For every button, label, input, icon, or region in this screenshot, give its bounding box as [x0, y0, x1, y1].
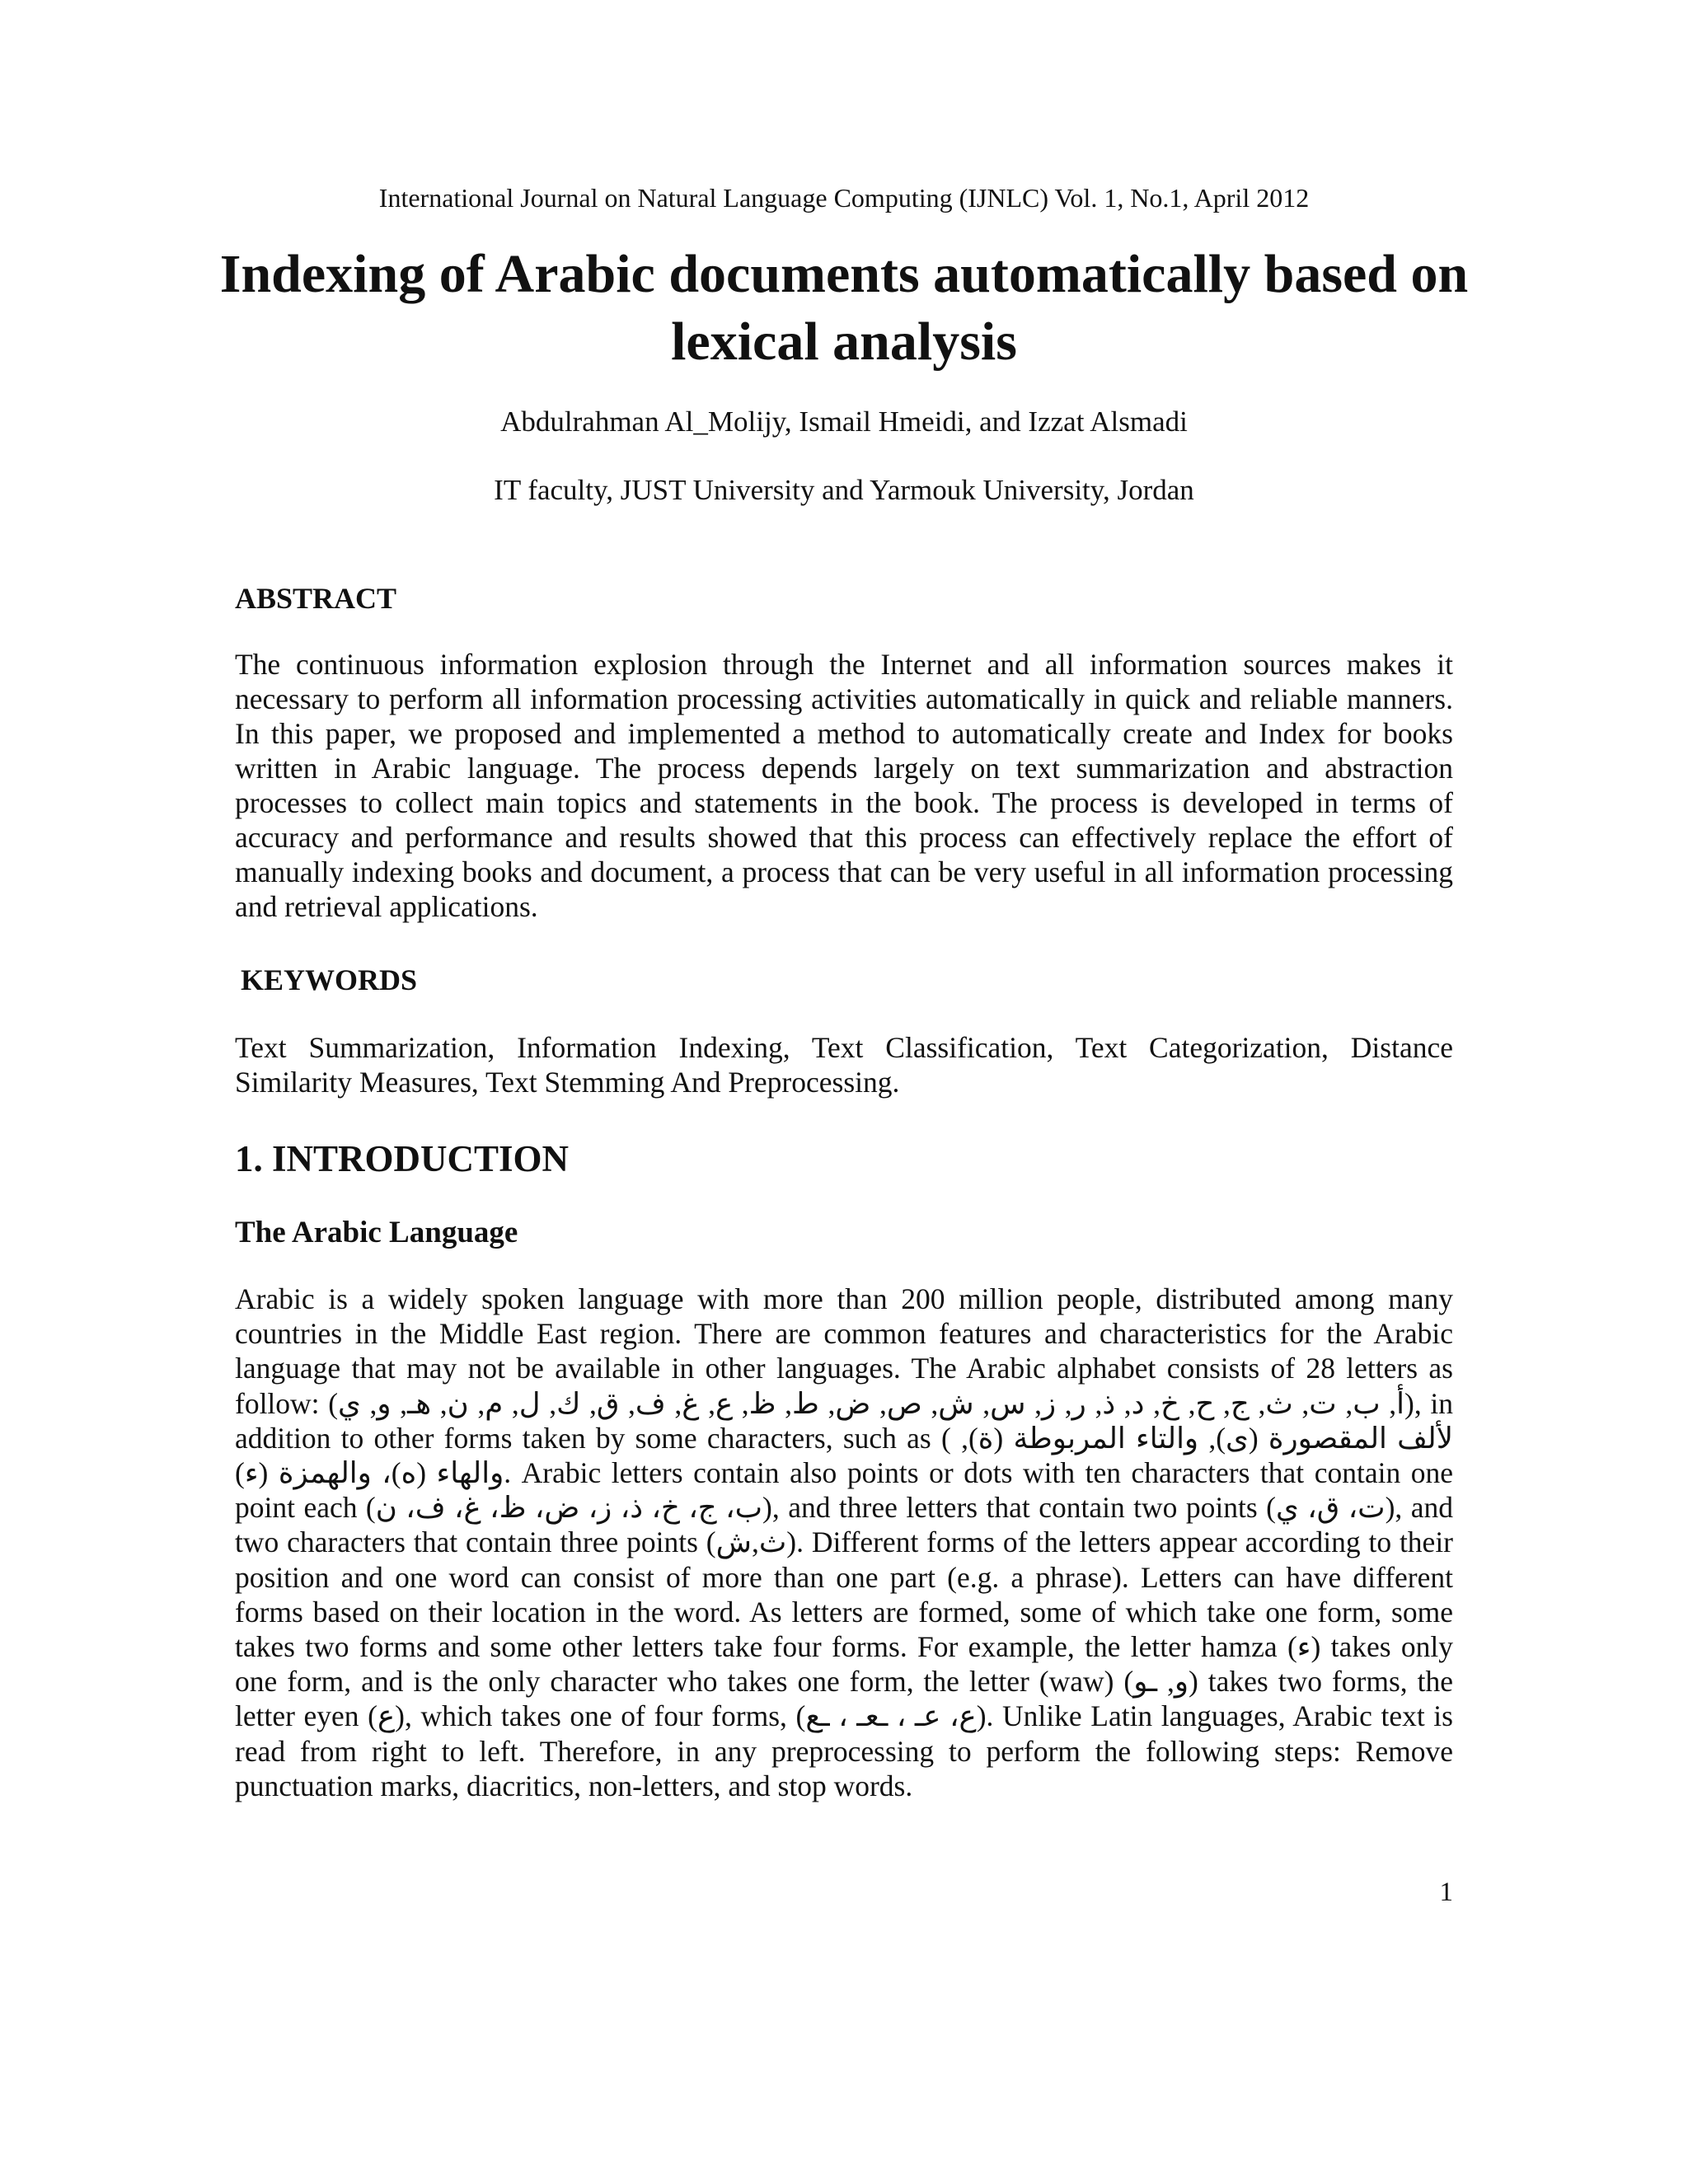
page-number: 1 — [1439, 1877, 1453, 1907]
paper-title: Indexing of Arabic documents automatically based on lexical analysis — [219, 244, 1469, 372]
keywords-heading: KEYWORDS — [241, 963, 418, 996]
keywords-text: Text Summarization, Information Indexing, Text Classification, Text Categorization, Distance Similarity Measures, Text Stemming And Preprocessing. — [235, 1031, 1453, 1099]
affiliation-line: IT faculty, JUST University and Yarmouk University, Jordan — [494, 474, 1194, 506]
abstract-text: The continuous information explosion through the Internet and all information sources makes it necessary to perform all information processing activities automatically in quick and reliable manners. In this paper, we proposed and implemented a method to automatically create and Index for books written in Arabic language. The process depends largely on text summarization and abstraction processes to collect main topics and statements in the book. The process is developed in terms of accuracy and performance and results showed that this process can effectively replace the effort of manually indexing books and document, a process that can be very useful in all information processing and retrieval applications. — [235, 648, 1453, 923]
introduction-text: Arabic is a widely spoken language with more than 200 million people, distributed among many countries in the Middle East region. There are common features and characteristics for the Arabic language that may not be available in other languages. The Arabic alphabet consists of 28 letters as follow: (أ, ب, ت, ث, ج, ح, خ, د, ذ, ر, ز, س, ش, ص, ض, ط, ظ, ع, غ, ف, ق, ك, ل, م, ن, هـ, و, ي), in addition to other forms taken by some characters, such as ( لألف المقصورة (ى), والتاء المربوطة (ة), والهاء (ه)، والهمزة (ء). Arabic letters contain also points or dots with ten characters that contain one point each (ب، ج، خ، ذ، ز، ض، ظ، غ، ف، ن), and three letters that contain two points (ت، ق، ي), and two characters that contain three points (ث,ش). Different forms of the letters appear according to their position and one word can consist of more than one part (e.g. a phrase). Letters can have different forms based on their location in the word. As letters are formed, some of which take one form, some takes two forms and some other letters take four forms. For example, the letter hamza (ء) takes only one form, and is the only character who takes one form, the letter (waw) (و, ـو) takes two forms, the letter eyen (ع), which takes one of four forms, (ع، عـ ، ـعـ ، ـع). Unlike Latin languages, Arabic text is read from right to left. Therefore, in any preprocessing to perform the following steps: Remove punctuation marks, diacritics, non-letters, and stop words. — [235, 1282, 1454, 1802]
journal-header: International Journal on Natural Language Computing (IJNLC) Vol. 1, No.1, April 2012 — [378, 183, 1310, 213]
authors-line: Abdulrahman Al_Molijy, Ismail Hmeidi, and Izzat Alsmadi — [500, 405, 1188, 438]
abstract-heading: ABSTRACT — [235, 582, 397, 615]
arabic-language-subheading: The Arabic Language — [235, 1216, 518, 1249]
introduction-heading: 1. INTRODUCTION — [235, 1138, 570, 1179]
